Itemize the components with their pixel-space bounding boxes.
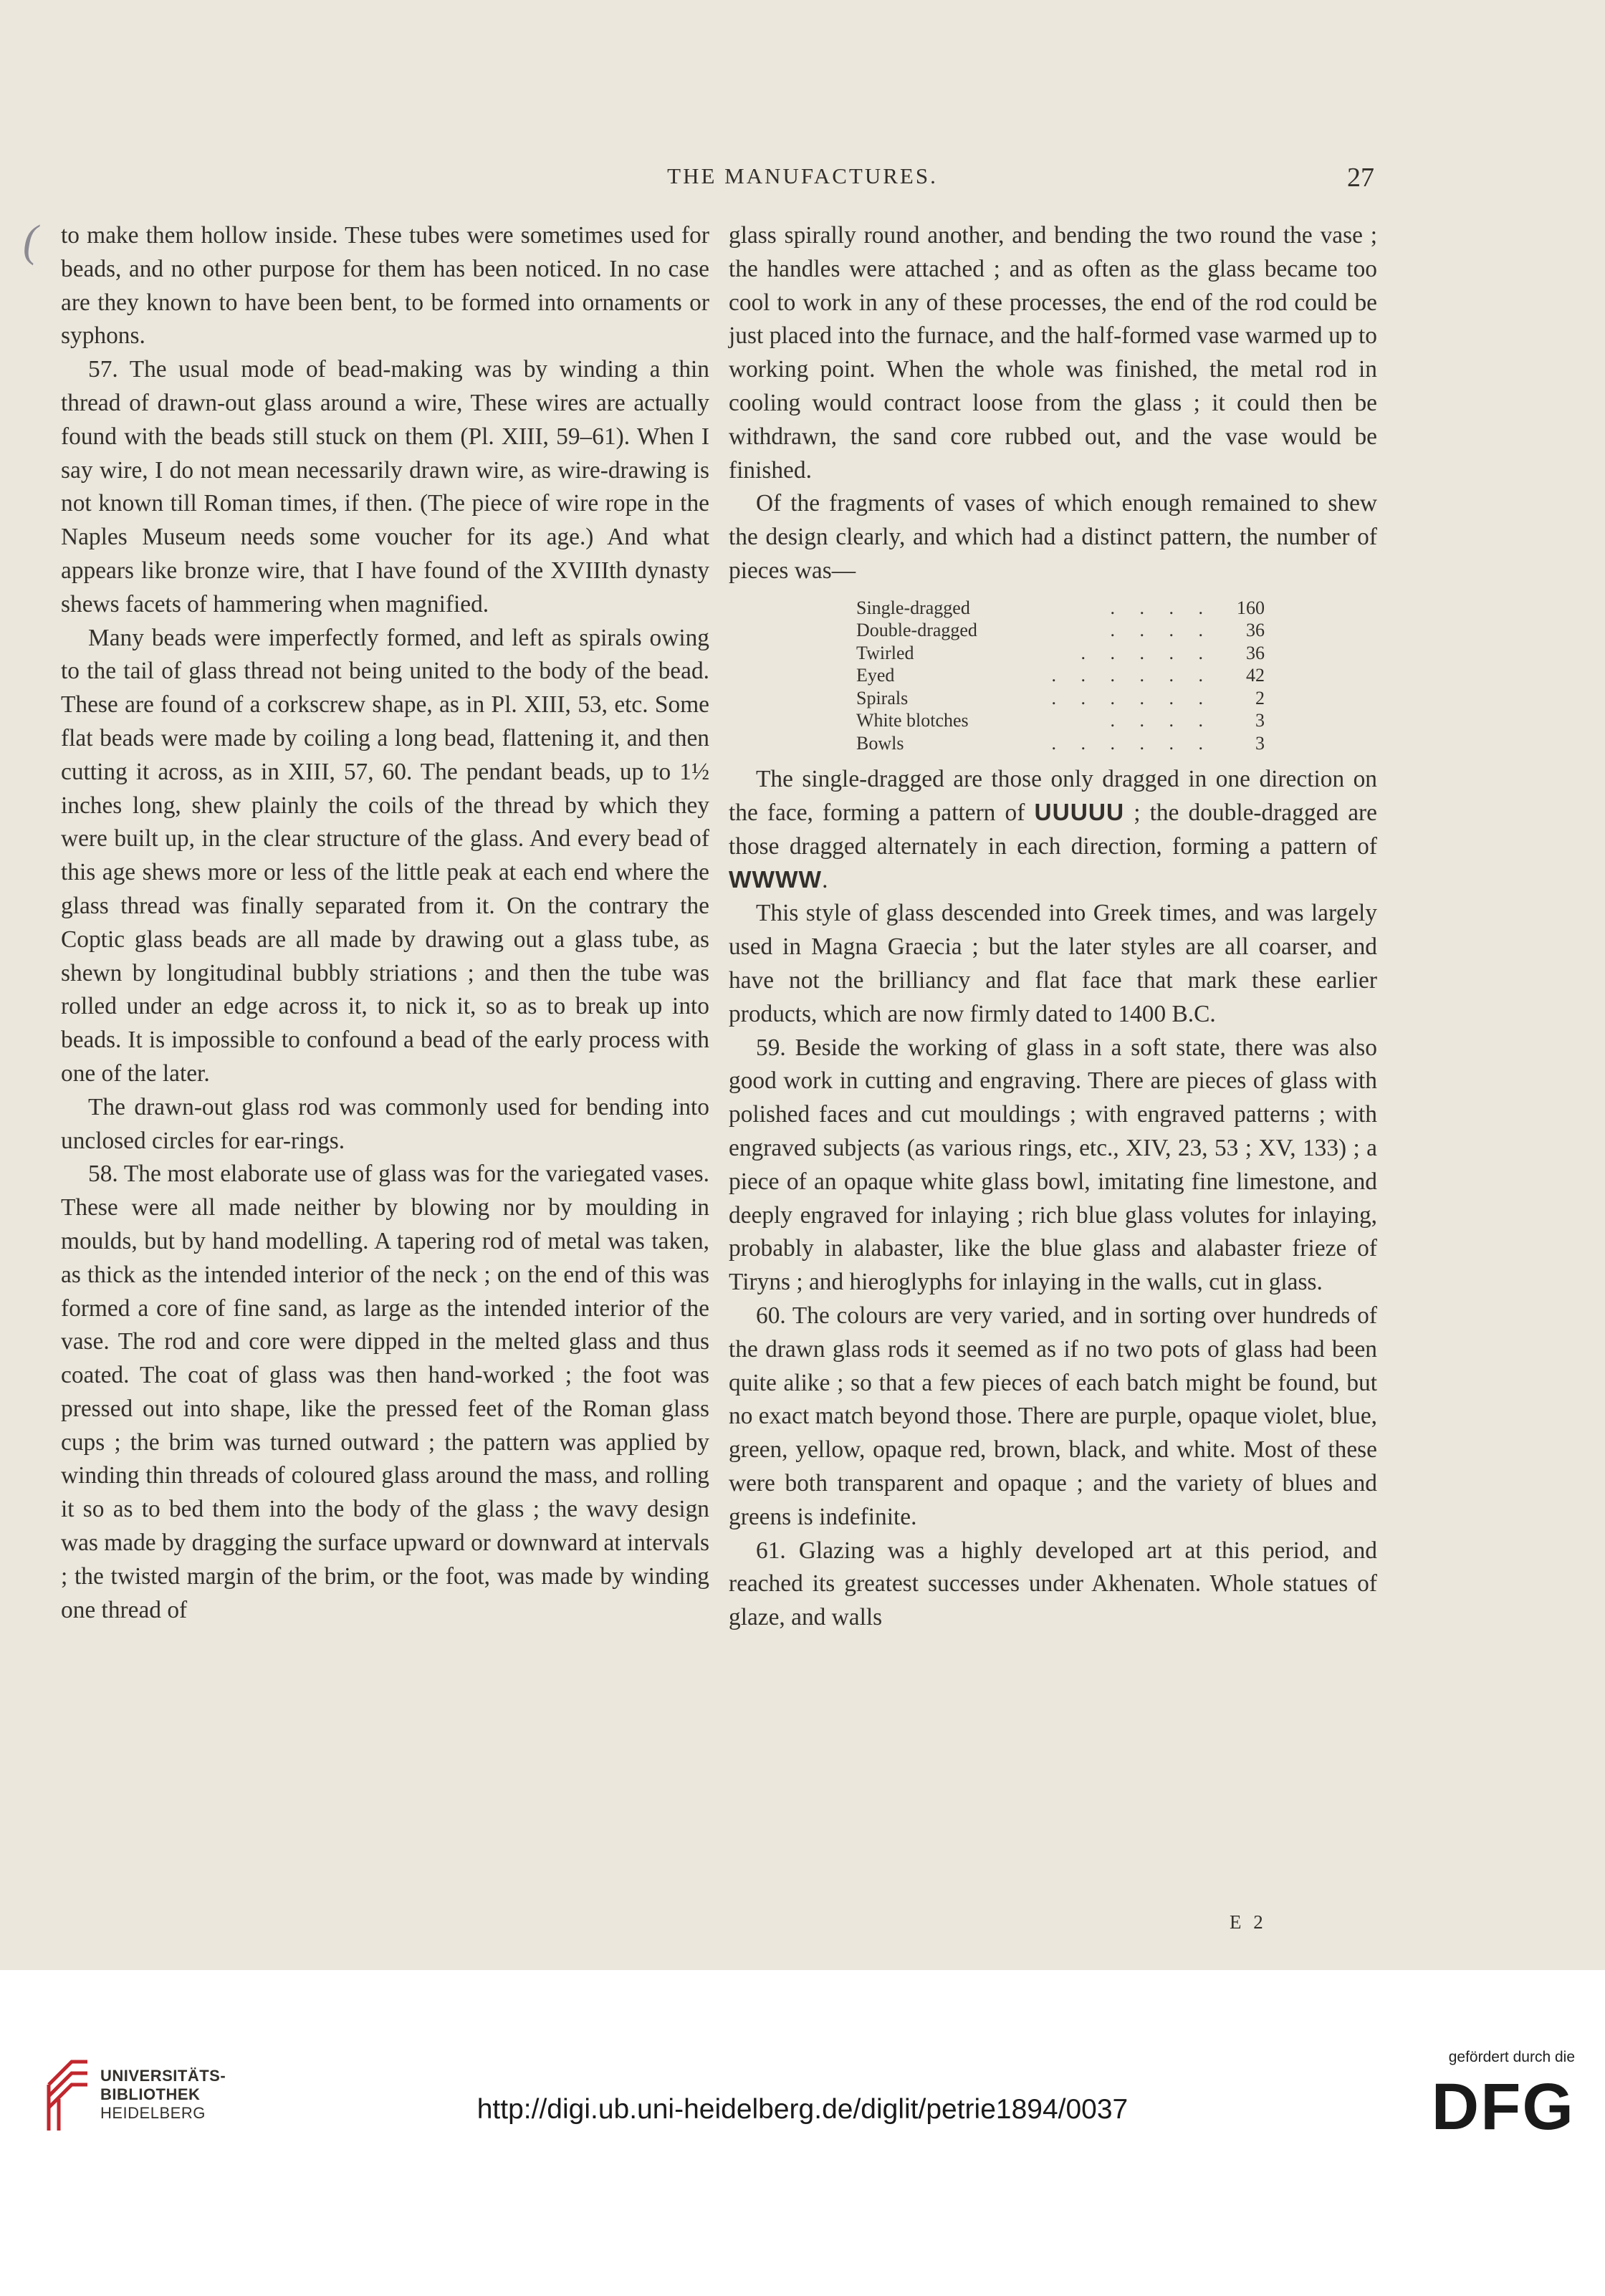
pattern-glyphs-double: WWWW <box>729 866 823 893</box>
leader-dots: . . . . <box>1110 597 1213 618</box>
table-row <box>856 619 1265 642</box>
pattern-count-table <box>856 597 1265 755</box>
paragraph: 61. Glazing was a highly developed art at this period, and reached its greatest successes under Akhenaten. Whole statues of glaze, and walls <box>729 1537 1377 1631</box>
paragraph: 57. The usual mode of bead-making was by winding a thin thread of drawn-out glass around a wire, These wires are actually found with the beads still stuck on them (Pl. XIII, 59–61). When I say wire, I do not mean necessarily drawn wire, as wire-drawing is not known till Roman times, if then. (The piece of wire rope in the Naples Museum needs some voucher for its age.) And what appears like bronze wire, that I have found of the XVIIIth dynasty shews facets of hammering when magnified. <box>61 356 709 618</box>
pattern-label: Bowls <box>856 732 904 754</box>
table-row <box>856 732 1265 755</box>
table-row <box>856 664 1265 687</box>
leader-dots: . . . . . . <box>1051 732 1213 754</box>
pattern-label: Twirled <box>856 642 914 663</box>
pattern-label: Eyed <box>856 665 895 686</box>
pattern-count: 36 <box>1246 642 1265 663</box>
table-row <box>856 597 1265 620</box>
paragraph: to make them hollow inside. These tubes were sometimes used for beads, and no other purpose for them has been noticed. In no case are they known to have been bent, to be formed into ornaments or syphons. <box>61 222 709 350</box>
paragraph: This style of glass descended into Greek times, and was largely used in Magna Graecia ; but the later styles are all coarser, and have not the brilliancy and flat face that mark these earlier products, which are now firmly dated to 1400 B.C. <box>729 900 1377 1027</box>
paragraph: 59. Beside the working of glass in a soft state, there was also good work in cutting and engraving. There are pieces of glass with polished faces and cut mouldings ; with engraved patterns ; with engraved subjects (as various rings, etc., XIV, 23, 53 ; XV, 133) ; a piece of an opaque white glass bowl, imitating fine limestone, and deeply engraved for inlaying ; rich blue glass volutes for inlaying, probably in alabaster, like the blue glass and alabaster frieze of Tiryns ; and hieroglyphs for inlaying in the walls, cut in glass. <box>729 1034 1377 1296</box>
paragraph: Of the fragments of vases of which enough remained to shew the design clearly, and which had a distinct pattern, the number of pieces was— <box>729 490 1377 584</box>
text-span: ; the double-dragged are those dragged alternately in each direction, forming a pattern of <box>729 799 1377 860</box>
paragraph-dragged-patterns <box>729 763 1377 897</box>
source-url-link[interactable]: http://digi.ub.uni-heidelberg.de/diglit/petrie1894/0037 <box>476 2094 1129 2125</box>
pattern-count: 160 <box>1237 597 1265 618</box>
paragraph: Many beads were imperfectly formed, and left as spirals owing to the tail of glass thread not being united to the body of the bead. These are found of a corkscrew shape, as in Pl. XIII, 53, etc. Some flat beads were made by coiling a long bead, flattening it, and then cutting it across, as in XIII, 57, 60. The pendant beads, up to 1½ inches long, shew plainly the coils of the thread by which they were built up, in the clear structure of the glass. And every bead of this age shews more or less of the little peak at each end where the glass thread was finally separated from it. On the contrary the Coptic glass beads are all made by drawing out a glass tube, as shewn by longitudinal bubbly striations ; and then the tube was rolled under an edge across it, to nick it, so as to break up into beads. It is impossible to confound a bead of the early process with one of the later. <box>61 624 709 1087</box>
leader-dots: . . . . . . <box>1051 687 1213 709</box>
digitization-footer <box>0 1970 1605 2296</box>
right-column <box>729 219 1377 1635</box>
pattern-count: 2 <box>1255 687 1265 709</box>
table-row <box>856 687 1265 710</box>
table-row <box>856 709 1265 732</box>
pattern-count: 36 <box>1246 620 1265 641</box>
pattern-label: Double-dragged <box>856 620 977 641</box>
leader-dots: . . . . <box>1110 710 1213 731</box>
table-row <box>856 642 1265 665</box>
pattern-count: 3 <box>1255 710 1265 731</box>
margin-pencil-mark: ( <box>23 217 38 266</box>
pattern-label: White blotches <box>856 710 969 731</box>
pattern-count: 3 <box>1255 732 1265 754</box>
pattern-label: Single-dragged <box>856 597 970 618</box>
leader-dots: . . . . <box>1110 620 1213 641</box>
signature-mark: E 2 <box>1230 1911 1267 1933</box>
leader-dots: . . . . . . <box>1051 665 1213 686</box>
text-span: The single-dragged are those only dragged in one direction on the face, forming a pattern of <box>729 766 1377 827</box>
pattern-glyphs-single: UUUUU <box>1034 799 1125 827</box>
left-column <box>61 219 709 1627</box>
page-number: 27 <box>1347 163 1374 193</box>
paragraph: 58. The most elaborate use of glass was for the variegated vases. These were all made neither by blowing nor by moulding in moulds, but by hand modelling. A tapering rod of metal was taken, as thick as the intended interior of the neck ; on the end of this was formed a core of fine sand, as large as the intended interior of the vase. The rod and core were dipped in the melted glass and thus coated. The coat of glass was then hand-worked ; the foot was pressed out into shape, like the pressed feet of the Roman glass cups ; the brim was turned outward ; the pattern was applied by winding thin threads of coloured glass around the mass, and rolling it so as to bed them into the body of the glass ; the wavy design was made by dragging the surface upward or downward at intervals ; the twisted margin of the brim, or the foot, was made by winding one thread of <box>61 1161 709 1623</box>
library-name-line: UNIVERSITÄTS- <box>100 2067 226 2085</box>
pattern-label: Spirals <box>856 687 909 709</box>
library-name-line: BIBLIOTHEK <box>100 2085 201 2103</box>
paragraph: The drawn-out glass rod was commonly used for bending into unclosed circles for ear-rings. <box>61 1093 709 1154</box>
paragraph: glass spirally round another, and bending the two round the vase ; the handles were attached ; and as often as the glass became too cool to work in any of these processes, the end of the rod could be just placed into the furnace, and the half-formed vase warmed up to working point. When the whole was finished, the metal rod in cooling would contract loose from the glass ; it could then be withdrawn, the sand core rubbed out, and the vase would be finished. <box>729 222 1377 484</box>
funded-by-label: gefördert durch die <box>1448 2049 1575 2065</box>
paragraph: 60. The colours are very varied, and in sorting over hundreds of the drawn glass rods it seemed as if no two pots of glass had been quite alike ; so that a few pieces of each batch might be found, but no exact match beyond those. There are purple, opaque violet, blue, green, yellow, opaque red, brown, black, and white. Most of these were both transparent and opaque ; and the variety of blues and greens is indefinite. <box>729 1302 1377 1530</box>
library-name-line: HEIDELBERG <box>100 2104 206 2122</box>
running-head: THE MANUFACTURES. <box>667 163 938 188</box>
leader-dots: . . . . . <box>1081 642 1213 663</box>
pattern-count: 42 <box>1246 665 1265 686</box>
text-span: . <box>822 866 828 893</box>
dfg-logo: DFG <box>1431 2070 1575 2143</box>
